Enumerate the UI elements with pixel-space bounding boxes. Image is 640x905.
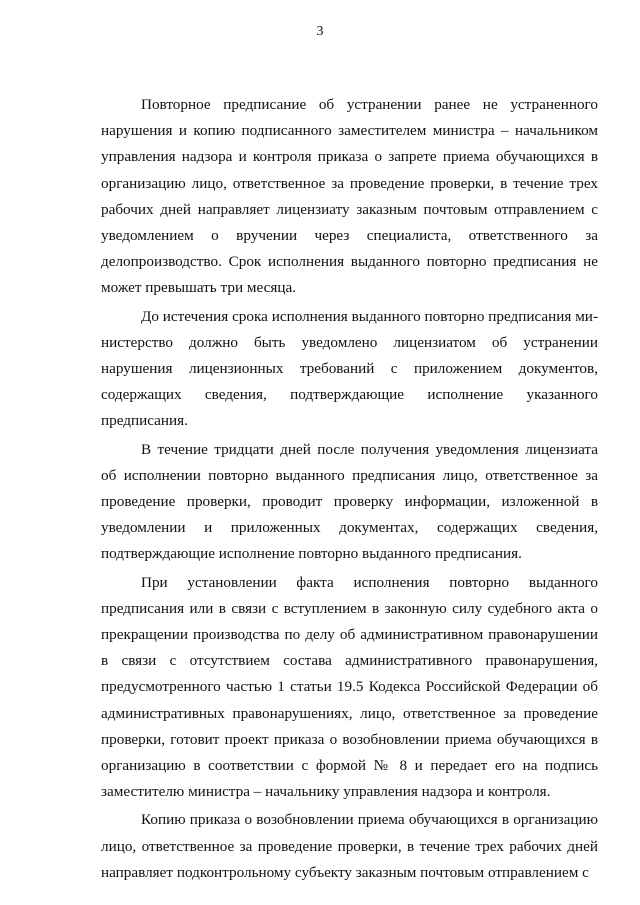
paragraph-notification-deadline: До истечения срока исполнения выданного повторно предписания министерство должно быть уведомлено лицензиатом об устранении нарушения лицензионных требований с приложением документов, содержащих сведения, подтверждающие исполнение указанного предписания. [101,307,598,430]
paragraph-resumption-order: При установлении факта исполнения повторно выданного предписания или в связи с вступлением в законную силу судебного акта о прекращении производства по делу об административном правонарушении в связи с отсутствием состава административного правонарушения, предусмотренного частью 1 статьи 19.5 Кодекса Российской Федерации об административных правонарушениях, лицо, ответственное за проведение проверки, готовит проект приказа о возобновлении приема обучающихся в организацию в соответствии с формой № 8 и передает его на подпись заместителю министра – начальнику управления надзора и контроля. [101,573,598,801]
paragraph-verification: В течение тридцати дней после получения уведомления лицензиата об исполнении повторно выданного предписания лицо, ответственное за проведение проверки, проводит проверку информации, изложенной в уведомлении и приложенных документах, содержащих сведения, подтверждающие исполнение повторно выданного предписания. [101,440,598,563]
page-number: 3 [316,24,324,39]
document-body [101,92,598,888]
paragraph-repeat-order: Повторное предписание об устранении ранее не устраненного нарушения и копию подписанного заместителем министра – начальником управления надзора и контроля приказа о запрете приема обучающихся в организацию лицо, ответственное за проведение проверки, в течение трех рабочих дней направляет лицензиату заказным почтовым отправлением с уведомлением о вручении через специалиста, ответственного за делопроизводство. Срок исполнения выданного повторно предписания не может превышать три месяца. [101,96,598,297]
paragraph-copy-delivery: Копию приказа о возобновлении приема обучающихся в организацию лицо, ответственное за проведение проверки, в течение трех рабочих дней направляет подконтрольному субъекту заказным почтовым отправлением с [101,811,598,881]
